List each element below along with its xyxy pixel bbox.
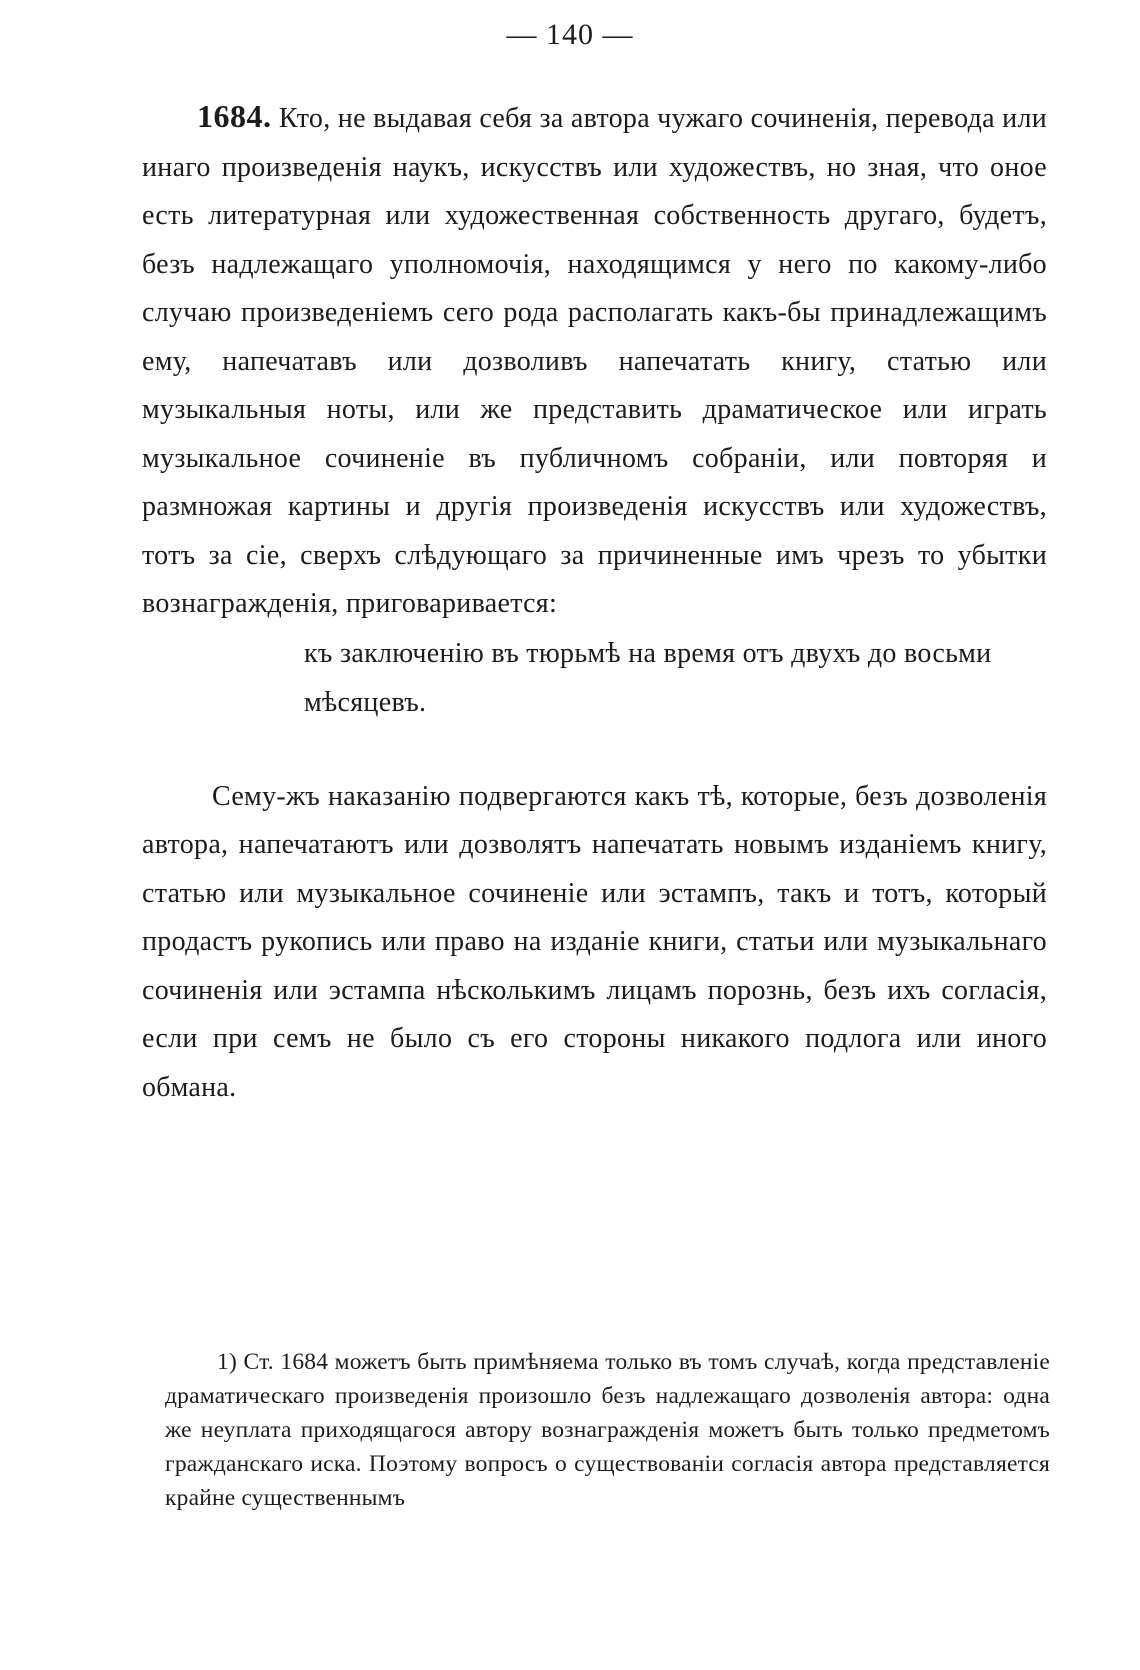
article-text: Кто, не выдавая себя за автора чужаго сочиненія, перевода или инаго произведенія наукъ, искусствъ или художествъ, но зная, что оное есть литературная или художественная собственность другаго, будетъ, безъ надлежащаго уполномочія, находящимся у него по какому-либо случаю произведеніемъ сего рода располагать какъ-бы принадлежащимъ ему, напечатавъ или дозволивъ напечатать книгу, статью или музыкальныя ноты, или же представить драматическое или играть музыкальное сочиненіе въ публичномъ собраніи, или повторяя и размножая картины и другія произведенія искусствъ или художествъ, тотъ за сіе, сверхъ слѣдующаго за причиненные имъ чрезъ то убытки вознагражденія, приговаривается: xyxy=(142,103,1048,619)
penalty-sentence: къ заключенію въ тюрьмѣ на время отъ двухъ до восьми мѣсяцевъ. xyxy=(304,637,992,718)
article-paragraph xyxy=(142,92,1047,629)
footnote-text: 1) Ст. 1684 можетъ быть примѣняема только въ томъ случаѣ, когда представленіе драматическаго произведенія произошло безъ надлежащаго дозволенія автора: одна же неуплата приходящагося автору вознагражденія можетъ быть только предметомъ гражданскаго иска. Поэтому вопросъ о существованіи согласія автора представляется крайне существеннымъ xyxy=(165,1349,1050,1511)
main-text xyxy=(142,92,1047,1112)
second-paragraph: Сему-жъ наказанію подвергаются какъ тѣ, которые, безъ дозволенія автора, напечатаютъ или дозволятъ напечатать новымъ изданіемъ книгу, статью или музыкальное сочиненіе или эстампъ, такъ и тотъ, который продастъ рукопись или право на изданіе книги, статьи или музыкальнаго сочиненія или эстампа нѣсколькимъ лицамъ порознь, безъ ихъ согласія, если при семъ не было съ его стороны никакого подлога или иного обмана. xyxy=(142,780,1047,1103)
footnote xyxy=(165,1345,1050,1515)
article-number: 1684. xyxy=(197,98,272,134)
page-number: — 140 — xyxy=(506,18,634,51)
